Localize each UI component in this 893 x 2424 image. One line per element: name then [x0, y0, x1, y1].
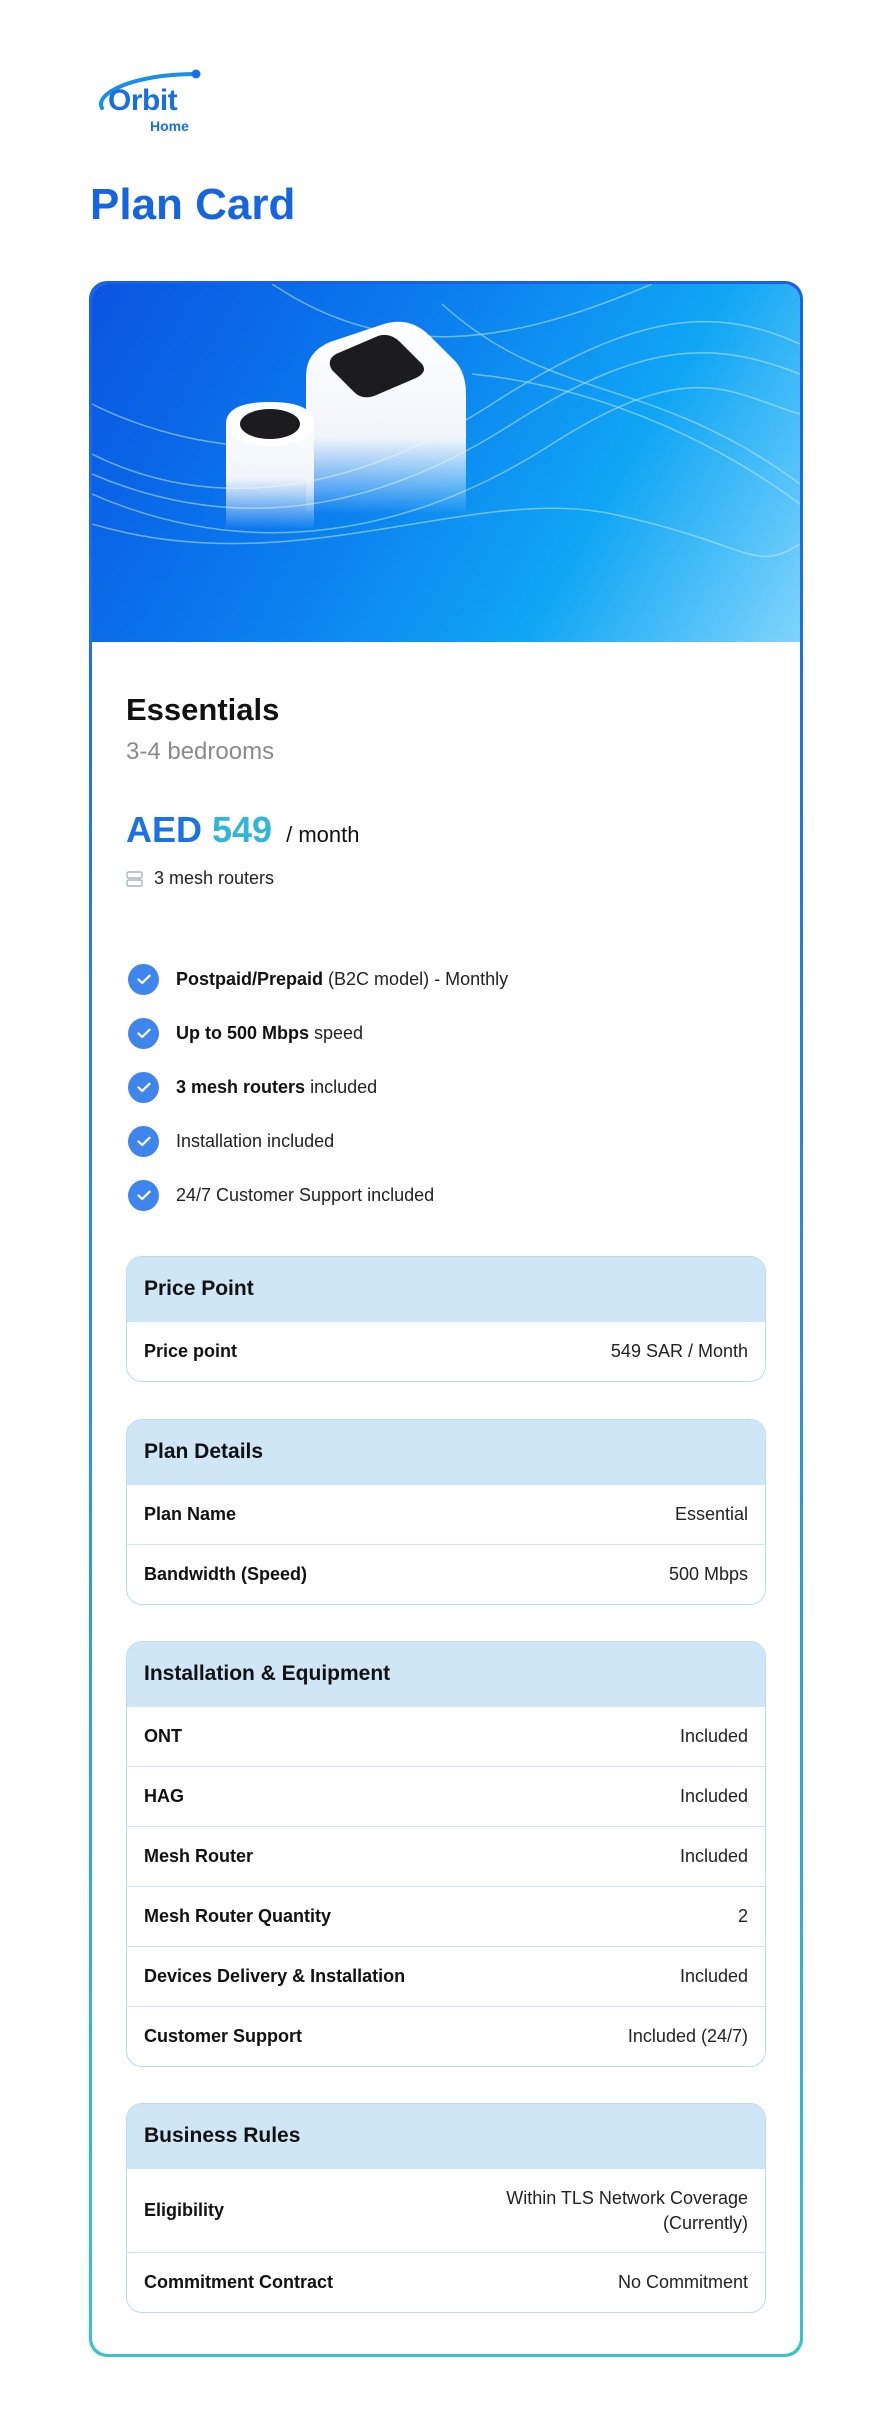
table-row — [127, 2168, 765, 2252]
business-rules-table — [126, 2103, 766, 2313]
table-row — [127, 2252, 765, 2312]
feature-bold: 3 mesh routers — [176, 1076, 306, 1097]
list-item — [128, 952, 508, 1006]
row-value: Included (24/7) — [627, 2026, 748, 2046]
table-row — [127, 1946, 765, 2006]
table-row — [127, 1321, 765, 1381]
check-icon — [128, 1072, 159, 1103]
plan-card — [89, 281, 803, 2357]
table-title: Price Point — [127, 1257, 765, 1321]
row-value: Essential — [674, 1504, 748, 1524]
row-label: Plan Name — [144, 1504, 237, 1524]
feature-bold: Postpaid/Prepaid — [176, 968, 324, 989]
feature-text: Installation included — [176, 1130, 335, 1151]
table-title: Installation & Equipment — [127, 1642, 765, 1706]
price-value: 549 — [212, 809, 273, 850]
list-item — [128, 1060, 508, 1114]
price-currency: AED — [126, 809, 203, 850]
check-icon — [128, 1126, 159, 1157]
brand-sub: Home — [150, 118, 189, 134]
table-row — [127, 1484, 765, 1544]
check-icon — [128, 1018, 159, 1049]
row-value: 2 — [737, 1906, 748, 1926]
row-label: Commitment Contract — [144, 2272, 334, 2292]
page-title: Plan Card — [90, 180, 296, 229]
row-label: Price point — [144, 1341, 238, 1361]
row-value: 549 SAR / Month — [610, 1341, 748, 1361]
check-icon — [128, 964, 159, 995]
feature-text: included — [305, 1076, 378, 1097]
feature-text: 24/7 Customer Support included — [176, 1184, 435, 1205]
routers-info — [126, 868, 274, 889]
table-row — [127, 2006, 765, 2066]
row-value: No Commitment — [617, 2272, 748, 2292]
table-row — [127, 1886, 765, 1946]
router-icon — [126, 871, 143, 887]
table-title: Plan Details — [127, 1420, 765, 1484]
brand-logo — [92, 66, 212, 138]
routers-label: 3 mesh routers — [154, 868, 275, 888]
row-label: Mesh Router Quantity — [144, 1906, 332, 1926]
row-value: 500 Mbps — [668, 1564, 748, 1584]
row-label: ONT — [144, 1726, 182, 1746]
table-title: Business Rules — [127, 2104, 765, 2168]
price-period: / month — [286, 822, 360, 847]
plan-subtitle: 3-4 bedrooms — [126, 738, 275, 765]
list-item — [128, 1006, 508, 1060]
plan-details-table — [126, 1419, 766, 1605]
brand-name: Orbit — [108, 84, 178, 117]
check-icon — [128, 1180, 159, 1211]
row-value: Included — [679, 1786, 748, 1806]
price — [126, 809, 359, 851]
row-label: Bandwidth (Speed) — [144, 1564, 307, 1584]
row-value: Included — [679, 1726, 748, 1746]
feature-bold: Up to 500 Mbps — [176, 1022, 310, 1043]
table-row — [127, 1766, 765, 1826]
list-item — [128, 1114, 508, 1168]
hero-image — [92, 284, 800, 642]
feature-list — [128, 952, 508, 1222]
feature-text: speed — [309, 1022, 364, 1043]
plan-name: Essentials — [126, 692, 280, 727]
mesh-routers-illustration — [92, 284, 800, 642]
row-label: Customer Support — [144, 2026, 303, 2046]
list-item — [128, 1168, 508, 1222]
row-value: Included — [679, 1846, 748, 1866]
feature-text: (B2C model) - Monthly — [323, 968, 509, 989]
row-label: Devices Delivery & Installation — [144, 1966, 406, 1986]
row-value: Within TLS Network Coverage (Currently) — [506, 2187, 748, 2233]
table-row — [127, 1706, 765, 1766]
table-row — [127, 1826, 765, 1886]
row-label: HAG — [144, 1786, 184, 1806]
row-label: Eligibility — [144, 2200, 225, 2220]
row-value: Included — [679, 1966, 748, 1986]
installation-table — [126, 1641, 766, 2067]
row-label: Mesh Router — [144, 1846, 254, 1866]
price-point-table — [126, 1256, 766, 1382]
table-row — [127, 1544, 765, 1604]
